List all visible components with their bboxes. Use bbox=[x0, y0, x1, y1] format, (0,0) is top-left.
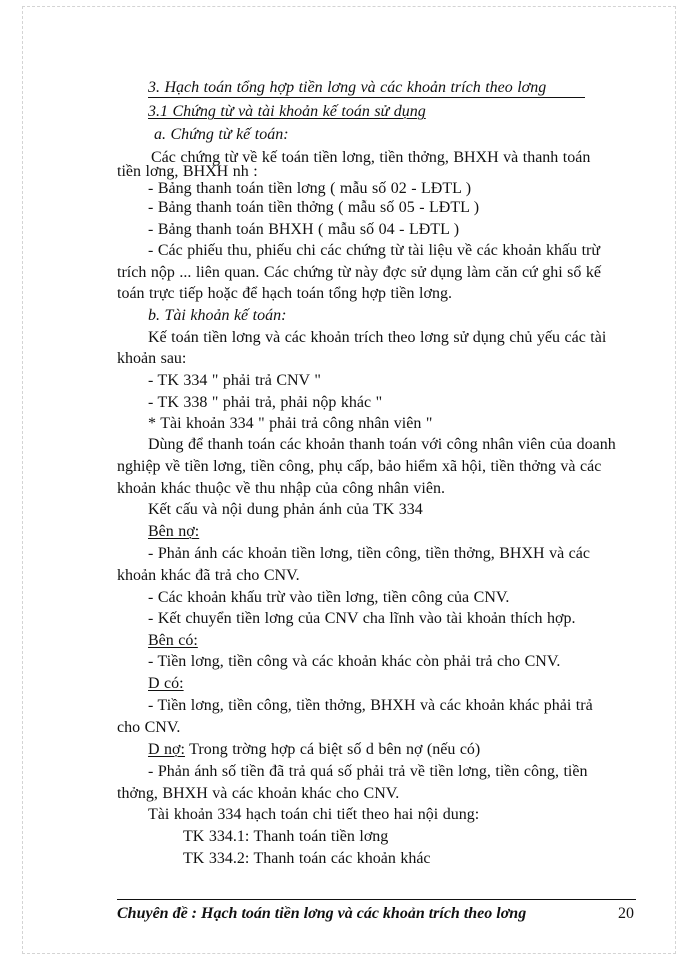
documents-other-2: trích nộp ... liên quan. Các chứng từ này đợc sử dụng làm căn cứ ghi sổ kế bbox=[117, 264, 601, 281]
debit-balance-row bbox=[148, 741, 480, 759]
credit-line-1: - Tiền lơng, tiền công và các khoản khác còn phải trả cho CNV. bbox=[148, 653, 561, 670]
item-b-heading: b. Tài khoản kế toán: bbox=[148, 307, 287, 324]
detail-intro: Tài khoản 334 hạch toán chi tiết theo hai nội dung: bbox=[148, 806, 480, 823]
subsection-heading: 3.1 Chứng từ và tài khoản kế toán sử dụng bbox=[148, 103, 426, 120]
heading-underline bbox=[148, 97, 585, 98]
account-purpose-3: khoản khác thuộc về thu nhập của công nhân viên. bbox=[117, 480, 445, 497]
documents-intro-1: Các chứng từ về kế toán tiền lơng, tiền thởng, BHXH và thanh toán bbox=[151, 149, 591, 166]
footer-title: Chuyên đề : Hạch toán tiền lơng và các khoản trích theo lơng bbox=[117, 905, 527, 922]
debit-balance-text: Trong trờng hợp cá biệt số d bên nợ (nếu có) bbox=[184, 741, 481, 758]
document-list-item: - Bảng thanh toán tiền thởng ( mẫu số 05 - LĐTL ) bbox=[148, 199, 480, 216]
accounts-intro-1: Kế toán tiền lơng và các khoản trích theo lơng sử dụng chủ yếu các tài bbox=[148, 329, 607, 346]
debit-label: Bên nợ: bbox=[148, 523, 200, 540]
section-heading: 3. Hạch toán tổng hợp tiền lơng và các khoản trích theo lơng bbox=[148, 79, 547, 96]
account-334-note: * Tài khoản 334 " phải trả công nhân viên " bbox=[148, 415, 433, 432]
debit-balance-line-1a: - Phản ánh số tiền đã trả quá số phải trả về tiền lơng, tiền công, tiền bbox=[148, 763, 588, 780]
debit-balance-label: D nợ: bbox=[148, 741, 185, 758]
account-purpose-1: Dùng để thanh toán các khoản thanh toán với công nhân viên của doanh bbox=[148, 436, 616, 453]
footer-divider bbox=[117, 899, 636, 900]
debit-line-1a: - Phản ánh các khoản tiền lơng, tiền công, tiền thởng, BHXH và các bbox=[148, 545, 590, 562]
debit-balance-line-1b: thởng, BHXH và các khoản khác cho CNV. bbox=[117, 785, 400, 802]
account-tk338: - TK 338 " phải trả, phải nộp khác " bbox=[148, 394, 383, 411]
account-purpose-2: nghiệp về tiền lơng, tiền công, phụ cấp, bảo hiểm xã hội, tiền thởng và các bbox=[117, 458, 602, 475]
debit-line-2: - Các khoản khấu trừ vào tiền lơng, tiền công của CNV. bbox=[148, 589, 510, 606]
credit-balance-line-1b: cho CNV. bbox=[117, 719, 181, 736]
debit-line-3: - Kết chuyển tiền lơng của CNV cha lĩnh vào tài khoản thích hợp. bbox=[148, 610, 576, 627]
credit-balance-label: D có: bbox=[148, 675, 184, 692]
detail-sub-2: TK 334.2: Thanh toán các khoản khác bbox=[183, 850, 431, 867]
credit-label: Bên có: bbox=[148, 632, 198, 649]
documents-other-1: - Các phiếu thu, phiếu chi các chứng từ tài liệu về các khoản khấu trừ bbox=[148, 242, 601, 259]
documents-other-3: toán trực tiếp hoặc để hạch toán tổng hợp tiền lơng. bbox=[117, 285, 452, 302]
account-tk334: - TK 334 " phải trả CNV " bbox=[148, 372, 321, 389]
document-list-item: - Bảng thanh toán BHXH ( mẫu số 04 - LĐTL ) bbox=[148, 221, 460, 238]
debit-line-1b: khoản khác đã trả cho CNV. bbox=[117, 567, 300, 584]
accounts-intro-2: khoản sau: bbox=[117, 350, 187, 367]
detail-sub-1: TK 334.1: Thanh toán tiền lơng bbox=[183, 828, 389, 845]
credit-balance-line-1a: - Tiền lơng, tiền công, tiền thởng, BHXH và các khoản khác phải trả bbox=[148, 697, 593, 714]
document-list-item: - Bảng thanh toán tiền lơng ( mẫu số 02 - LĐTL ) bbox=[148, 180, 472, 197]
page-number: 20 bbox=[618, 905, 634, 922]
item-a-heading: a. Chứng từ kế toán: bbox=[154, 126, 289, 143]
structure-heading: Kết cấu và nội dung phản ánh của TK 334 bbox=[148, 501, 423, 518]
documents-intro-2: tiền lơng, BHXH nh : bbox=[117, 163, 258, 180]
